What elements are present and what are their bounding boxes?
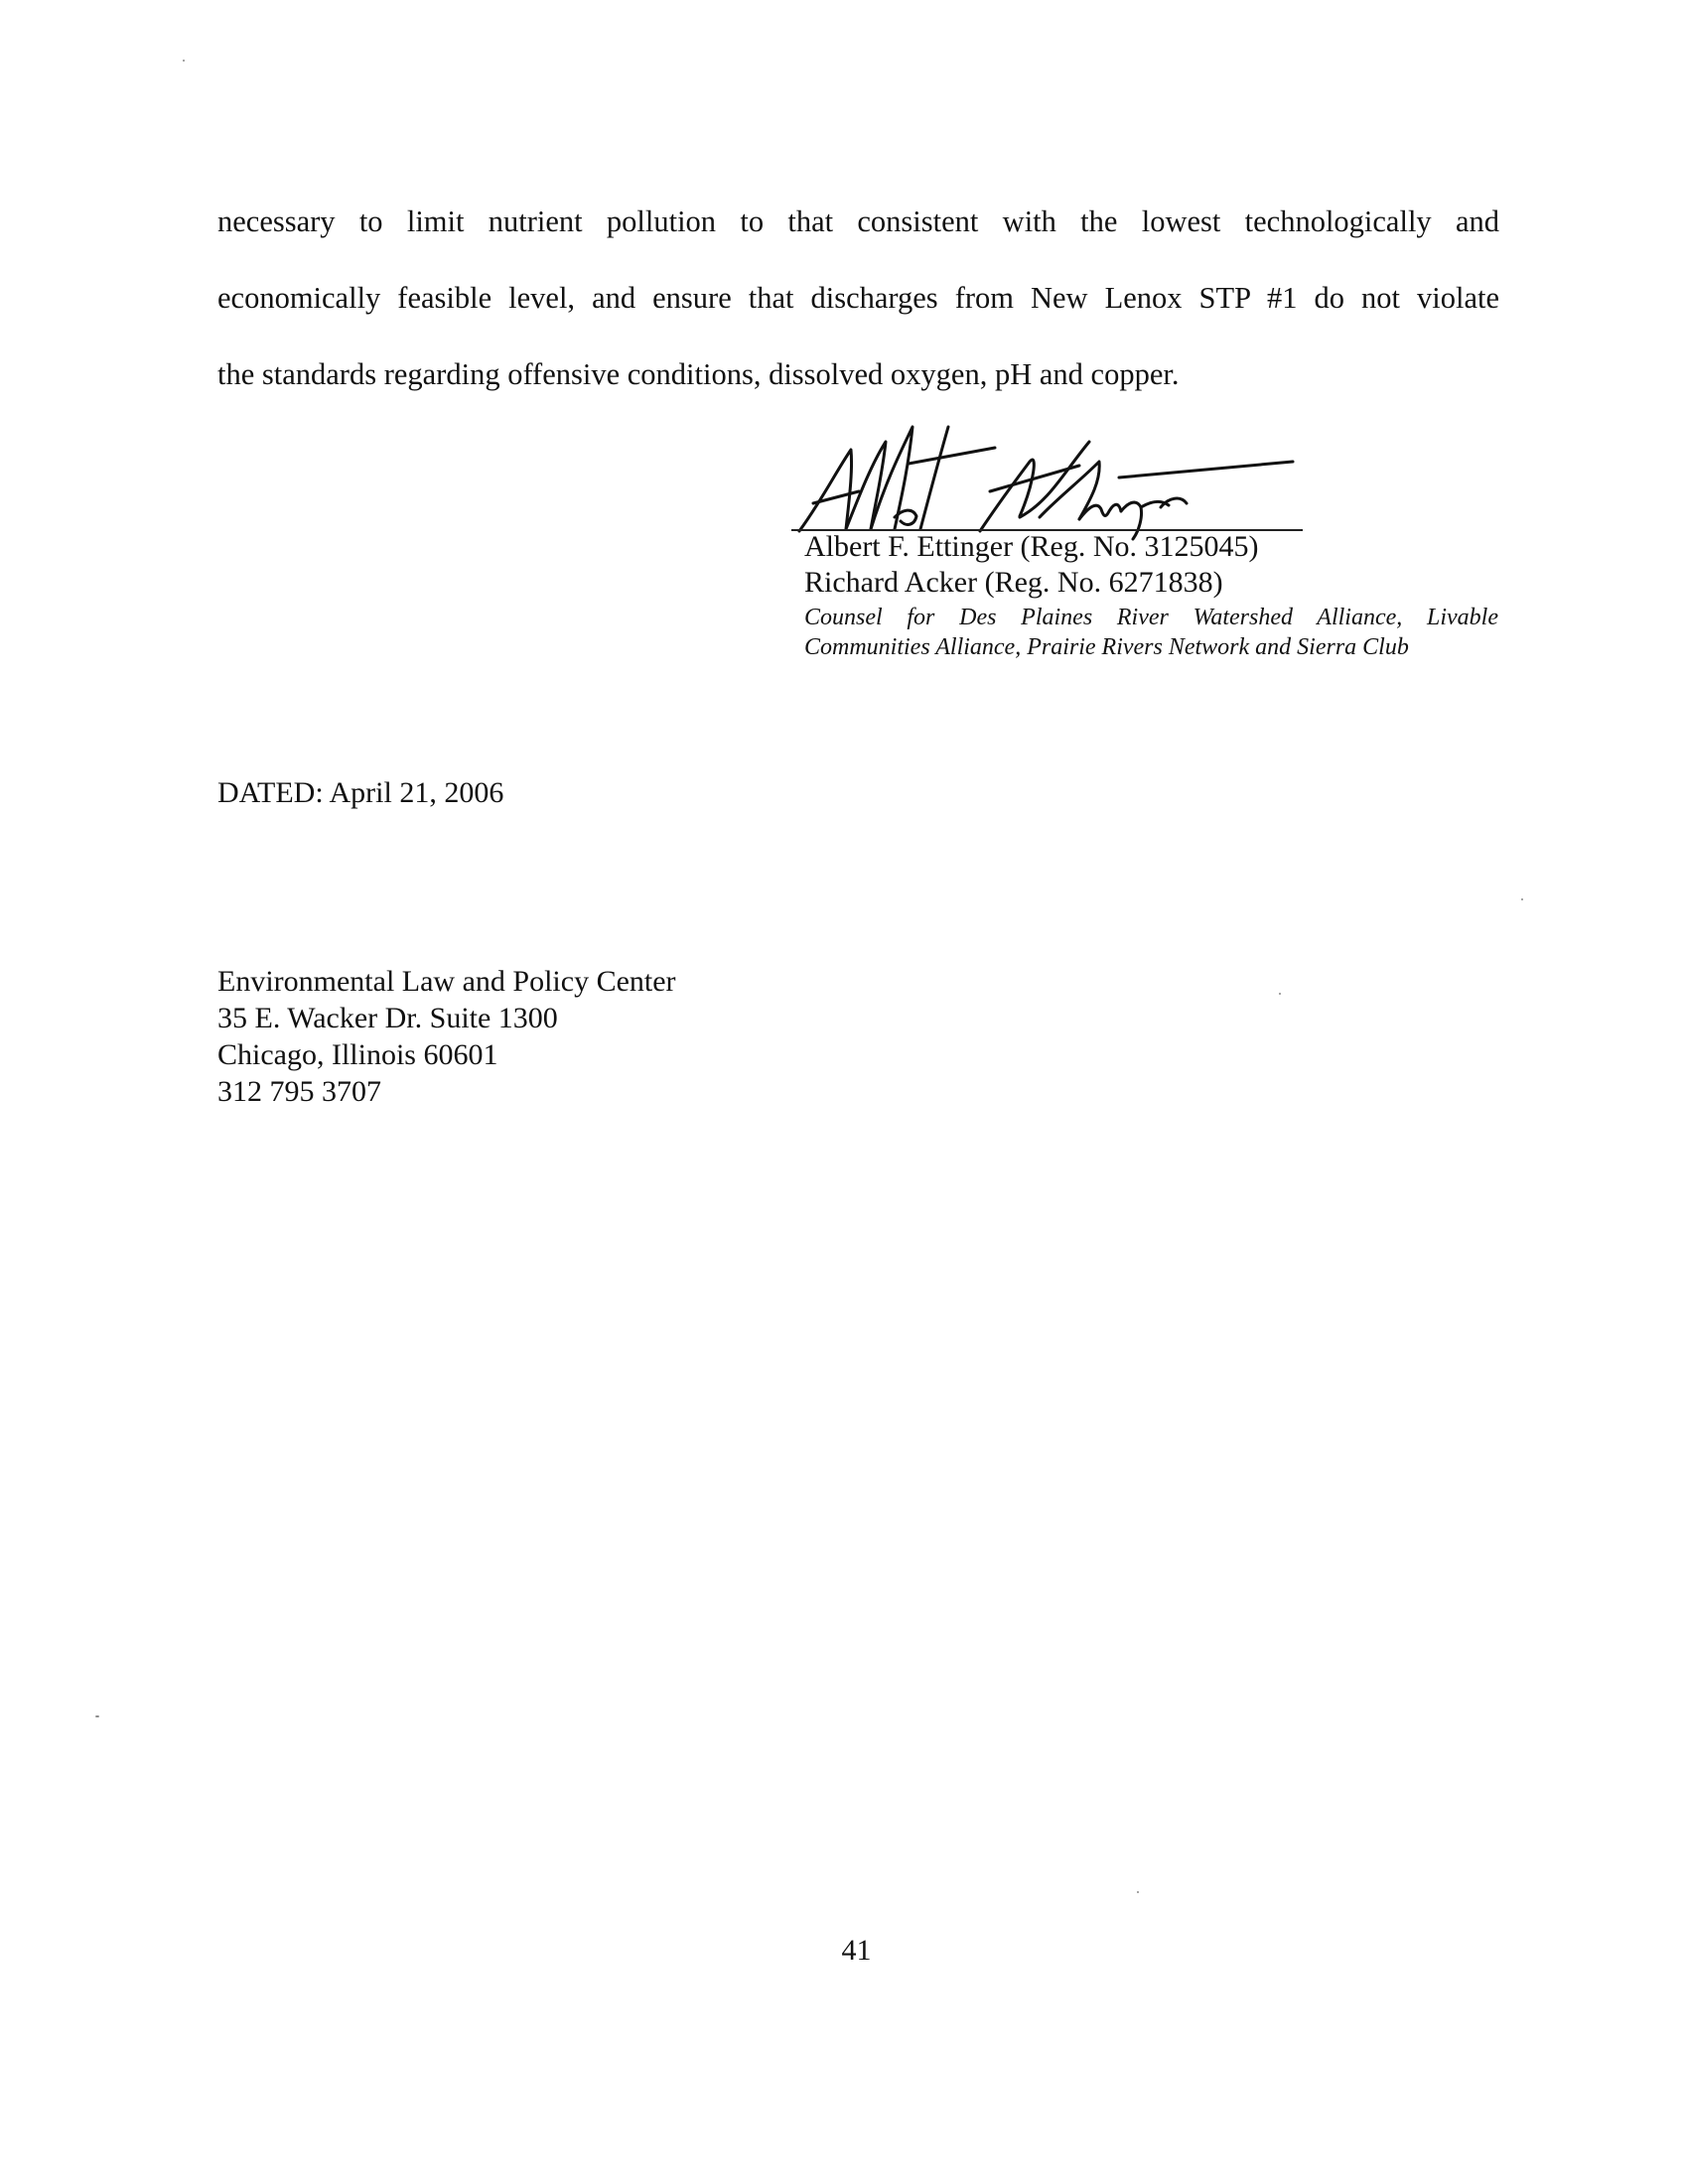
- signer-richard-acker: Richard Acker (Reg. No. 6271838): [804, 566, 1223, 599]
- address-block: [217, 963, 676, 1110]
- handwritten-signature: [791, 422, 1308, 541]
- scan-speck: [1279, 993, 1281, 995]
- body-paragraph: [217, 184, 1499, 413]
- body-line: the standards regarding offensive conditions, dissolved oxygen, pH and copper.: [217, 357, 1180, 391]
- scan-speck: [183, 60, 185, 62]
- address-phone: 312 795 3707: [217, 1075, 381, 1108]
- address-street: 35 E. Wacker Dr. Suite 1300: [217, 1002, 558, 1034]
- address-organization: Environmental Law and Policy Center: [217, 965, 676, 998]
- body-line: economically feasible level, and ensure that discharges from New Lenox STP #1 do not violate: [217, 281, 1499, 315]
- page-number: 41: [841, 1934, 872, 1967]
- scan-speck: [95, 1715, 99, 1717]
- scan-speck: [1521, 898, 1523, 900]
- signer-info: [804, 529, 1499, 662]
- scan-speck: [1137, 1891, 1139, 1893]
- signer-albert-ettinger: Albert F. Ettinger (Reg. No. 3125045): [804, 530, 1259, 563]
- address-city: Chicago, Illinois 60601: [217, 1038, 498, 1071]
- body-line: necessary to limit nutrient pollution to that consistent with the lowest technologically and: [217, 205, 1499, 238]
- counsel-description: Counsel for Des Plaines River Watershed Alliance, Livable Communities Alliance, Prairie Rivers Network and Sierra Club: [804, 605, 1498, 660]
- dated-line: DATED: April 21, 2006: [217, 776, 504, 809]
